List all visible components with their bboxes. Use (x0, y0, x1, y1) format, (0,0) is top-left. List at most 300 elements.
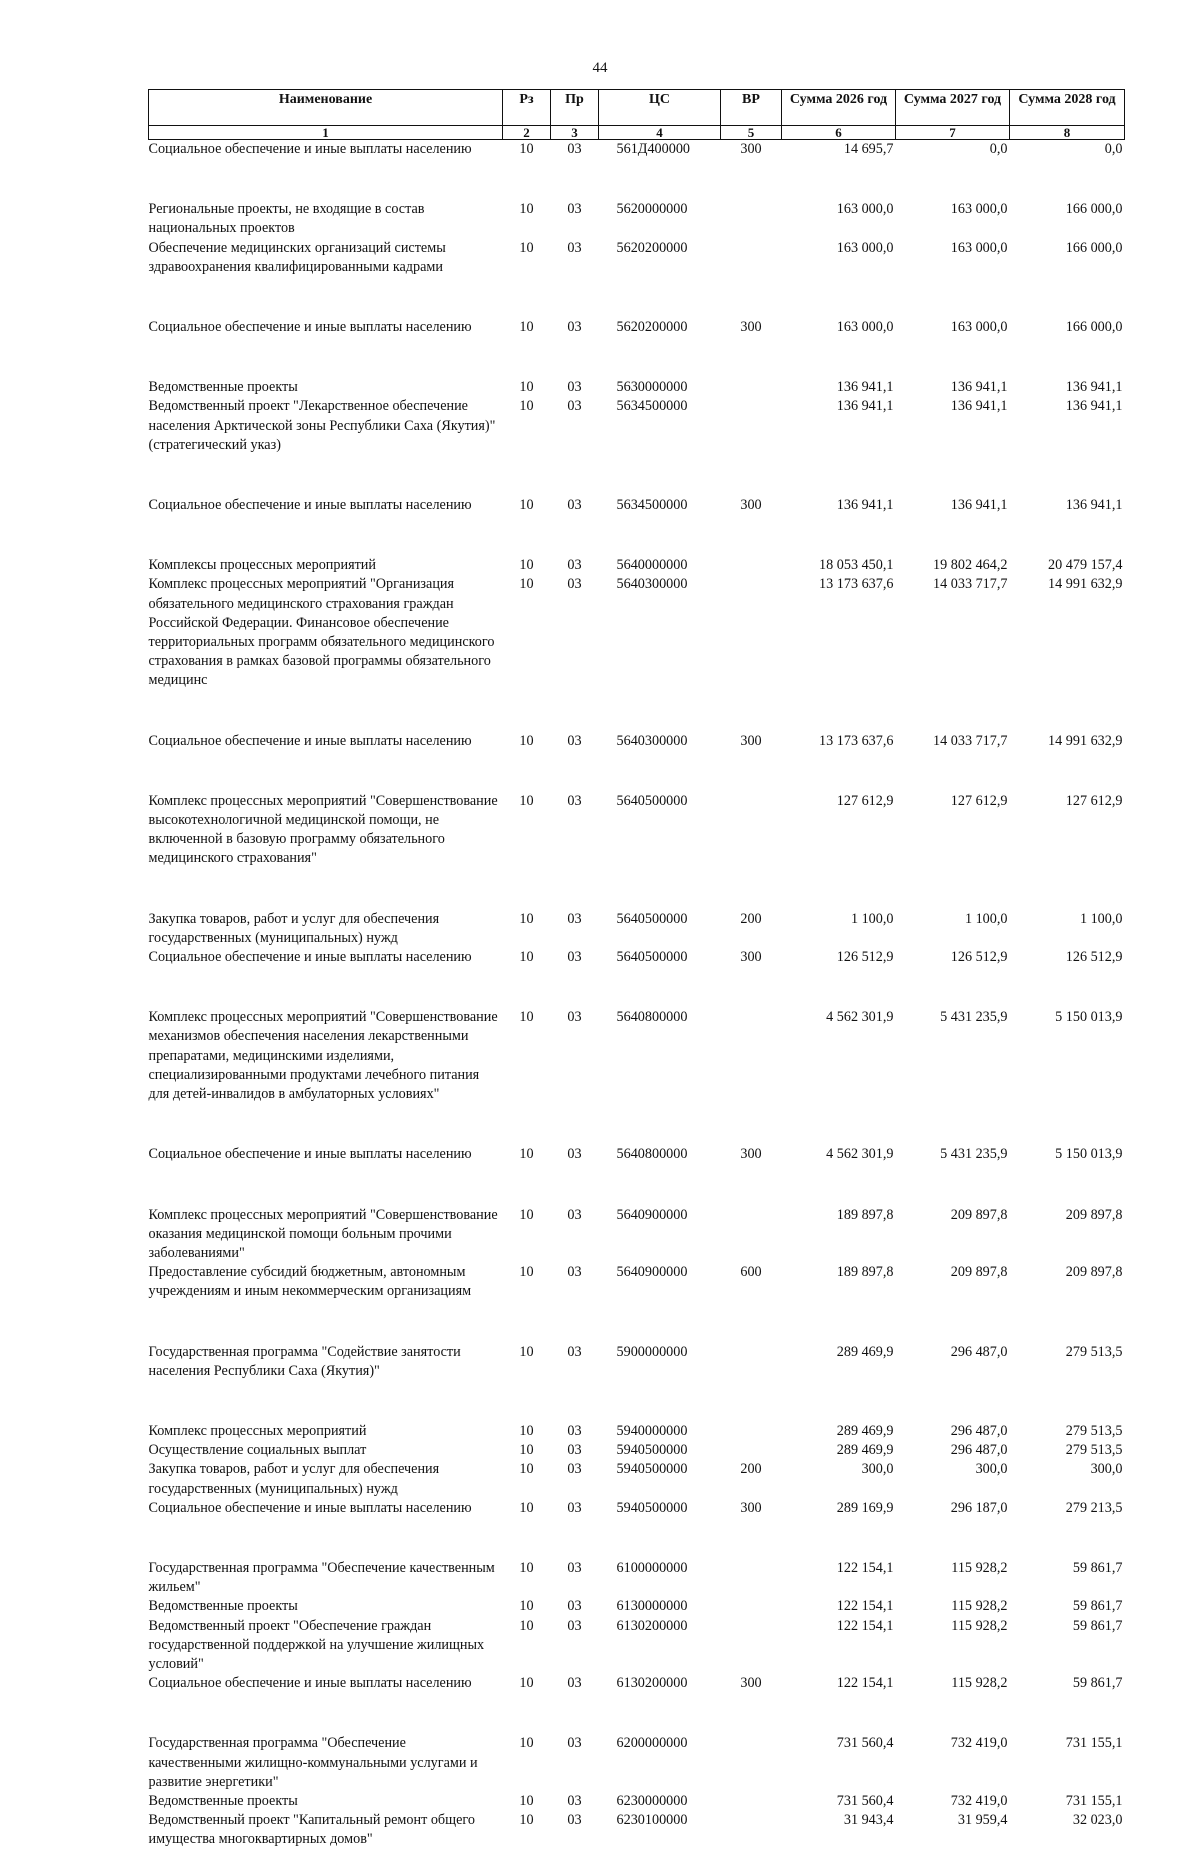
row-cs: 5940500000 (616, 1499, 688, 1516)
row-sum-2028: 0,0 (1104, 141, 1123, 157)
row-sum-2028: 59 861,7 (1072, 1598, 1123, 1615)
row-rz: 10 (519, 1559, 534, 1576)
row-rz: 10 (519, 557, 534, 574)
row-vr (721, 792, 782, 869)
row-vr (721, 1734, 782, 1792)
table-row (149, 496, 1125, 515)
table-row (149, 732, 1125, 751)
row-vr (721, 1597, 782, 1616)
header-sum-2026: Сумма 2026 год (782, 90, 896, 126)
column-number: 6 (782, 126, 896, 140)
row-cs: 6130000000 (616, 1598, 688, 1615)
spacer-cell (149, 1381, 1125, 1422)
table-row (149, 575, 1125, 690)
row-sum-2027: 115 928,2 (951, 1617, 1008, 1634)
table-row (149, 397, 1125, 455)
row-pr: 03 (567, 1422, 582, 1439)
row-sum-2028: 1 100,0 (1079, 910, 1123, 927)
row-pr: 03 (567, 1675, 582, 1692)
spacer-cell (149, 869, 1125, 910)
table-row (149, 910, 1125, 948)
row-pr: 03 (567, 1146, 582, 1163)
row-spacer (149, 1104, 1125, 1145)
spacer-cell (149, 1693, 1125, 1734)
row-sum-2027: 296 187,0 (950, 1499, 1008, 1516)
row-sum-2028: 5 150 013,9 (1055, 1146, 1123, 1163)
row-spacer (149, 691, 1125, 732)
table-row (149, 1206, 1125, 1264)
row-sum-2028: 32 023,0 (1072, 1812, 1123, 1829)
table-row (149, 1559, 1125, 1597)
row-sum-2027: 163 000,0 (950, 319, 1008, 336)
row-sum-2026: 122 154,1 (836, 1617, 894, 1634)
row-rz: 10 (519, 141, 534, 157)
spacer-cell (149, 1165, 1125, 1206)
row-rz: 10 (519, 949, 534, 966)
table-row (149, 1792, 1125, 1811)
row-vr (721, 1422, 782, 1441)
row-sum-2026: 13 173 637,6 (819, 576, 894, 593)
row-spacer (149, 277, 1125, 318)
row-sum-2028: 14 991 632,9 (1048, 576, 1123, 593)
row-sum-2027: 115 928,2 (951, 1598, 1008, 1615)
row-sum-2026: 289 469,9 (836, 1442, 894, 1459)
row-sum-2026: 14 695,7 (843, 141, 894, 157)
table-row (149, 1460, 1125, 1498)
row-cs: 5620200000 (616, 319, 688, 336)
row-name: Комплекс процессных мероприятий "Совершенствование высокотехнологичной медицинской помощи, не включенной в базовую программу обязательного медицинского страхования" (148, 792, 498, 867)
spacer-cell (149, 337, 1125, 378)
row-sum-2026: 163 000,0 (836, 319, 894, 336)
row-vr (721, 1559, 782, 1597)
row-sum-2026: 189 897,8 (836, 1264, 894, 1281)
column-number: 3 (551, 126, 599, 140)
row-rz: 10 (519, 1009, 534, 1026)
row-name: Комплекс процессных мероприятий "Совершенствование механизмов обеспечения населения лекарственными препаратами, медицинскими изделиями, специализированными продуктами лечебного питания для детей-инвалидов в амбулаторных условиях" (148, 1009, 498, 1103)
row-pr: 03 (567, 1264, 582, 1281)
row-name: Ведомственный проект "Лекарственное обеспечение населения Арктической зоны Республики Саха (Якутия)" (стратегический указ) (148, 398, 496, 453)
row-rz: 10 (519, 1617, 534, 1634)
row-sum-2026: 1 100,0 (850, 910, 894, 927)
row-sum-2028: 136 941,1 (1065, 398, 1123, 415)
row-pr: 03 (567, 1812, 582, 1829)
row-name: Социальное обеспечение и иные выплаты населению (148, 319, 472, 336)
row-sum-2028: 126 512,9 (1065, 949, 1123, 966)
header-sum-2027: Сумма 2027 год (896, 90, 1010, 126)
row-vr: 600 (740, 1264, 762, 1281)
row-name: Государственная программа "Обеспечение качественным жильем" (148, 1559, 495, 1596)
row-cs: 5640500000 (616, 792, 688, 809)
row-cs: 5640900000 (616, 1264, 688, 1281)
row-name: Предоставление субсидий бюджетным, автономным учреждениям и иным некоммерческим организациям (148, 1264, 472, 1300)
row-rz: 10 (519, 1461, 534, 1478)
row-pr: 03 (567, 201, 582, 218)
row-pr: 03 (567, 949, 582, 966)
row-sum-2026: 289 469,9 (836, 1422, 894, 1439)
row-pr: 03 (567, 1442, 582, 1459)
row-vr (721, 200, 782, 238)
row-sum-2028: 209 897,8 (1065, 1206, 1123, 1223)
row-sum-2027: 115 928,2 (951, 1559, 1008, 1576)
row-vr (721, 378, 782, 397)
row-sum-2027: 14 033 717,7 (933, 576, 1008, 593)
row-sum-2027: 5 431 235,9 (940, 1146, 1008, 1163)
row-name: Ведомственный проект "Обеспечение граждан государственной поддержкой на улучшение жилищных условий" (148, 1617, 485, 1672)
row-vr (721, 1008, 782, 1104)
row-spacer (149, 455, 1125, 496)
row-sum-2026: 136 941,1 (836, 379, 894, 396)
row-rz: 10 (519, 1735, 534, 1752)
row-sum-2026: 731 560,4 (836, 1735, 894, 1752)
row-name: Социальное обеспечение и иные выплаты населению (148, 1499, 472, 1516)
row-rz: 10 (519, 379, 534, 396)
table-body (149, 140, 1125, 1850)
row-vr (721, 1206, 782, 1264)
row-sum-2028: 279 213,5 (1065, 1499, 1123, 1516)
row-name: Осуществление социальных выплат (148, 1442, 367, 1459)
table-row (149, 1008, 1125, 1104)
row-cs: 561Д400000 (616, 141, 691, 157)
row-sum-2027: 31 959,4 (957, 1812, 1008, 1829)
row-sum-2027: 296 487,0 (950, 1343, 1008, 1360)
table-row (149, 1145, 1125, 1164)
row-cs: 5620000000 (616, 201, 688, 218)
row-pr: 03 (567, 910, 582, 927)
row-sum-2026: 13 173 637,6 (819, 732, 894, 749)
row-sum-2027: 1 100,0 (964, 910, 1008, 927)
row-cs: 5900000000 (616, 1343, 688, 1360)
row-sum-2027: 296 487,0 (950, 1422, 1008, 1439)
row-sum-2026: 126 512,9 (836, 949, 894, 966)
row-vr (721, 575, 782, 690)
row-pr: 03 (567, 1598, 582, 1615)
row-pr: 03 (567, 792, 582, 809)
row-sum-2026: 4 562 301,9 (826, 1009, 894, 1026)
row-vr: 200 (740, 910, 762, 927)
row-rz: 10 (519, 1206, 534, 1223)
column-number-row (149, 126, 1125, 140)
row-vr (721, 397, 782, 455)
row-sum-2027: 14 033 717,7 (933, 732, 1008, 749)
row-sum-2028: 279 513,5 (1065, 1442, 1123, 1459)
row-sum-2027: 126 512,9 (950, 949, 1008, 966)
row-spacer (149, 1302, 1125, 1343)
row-cs: 5620200000 (616, 239, 688, 256)
row-sum-2028: 279 513,5 (1065, 1343, 1123, 1360)
row-vr (721, 1792, 782, 1811)
row-rz: 10 (519, 201, 534, 218)
row-vr (721, 1441, 782, 1460)
row-sum-2027: 209 897,8 (950, 1206, 1008, 1223)
row-sum-2026: 122 154,1 (836, 1598, 894, 1615)
row-sum-2028: 166 000,0 (1065, 319, 1123, 336)
row-name: Социальное обеспечение и иные выплаты населению (148, 732, 472, 749)
row-sum-2027: 115 928,2 (951, 1675, 1008, 1692)
row-name: Социальное обеспечение и иные выплаты населению (148, 497, 472, 514)
row-sum-2028: 279 513,5 (1065, 1422, 1123, 1439)
page-number: 44 (592, 60, 608, 76)
row-sum-2026: 31 943,4 (843, 1812, 894, 1829)
row-rz: 10 (519, 239, 534, 256)
column-number: 2 (503, 126, 551, 140)
row-sum-2027: 19 802 464,2 (933, 557, 1008, 574)
row-cs: 5634500000 (616, 497, 688, 514)
row-sum-2028: 59 861,7 (1072, 1675, 1123, 1692)
row-rz: 10 (519, 792, 534, 809)
row-sum-2028: 166 000,0 (1065, 239, 1123, 256)
row-rz: 10 (519, 398, 534, 415)
spacer-cell (149, 277, 1125, 318)
row-sum-2026: 731 560,4 (836, 1792, 894, 1809)
column-number: 7 (896, 126, 1010, 140)
row-sum-2028: 731 155,1 (1065, 1792, 1123, 1809)
row-cs: 5640900000 (616, 1206, 688, 1223)
header-vr: ВР (721, 90, 782, 126)
row-cs: 5940500000 (616, 1442, 688, 1459)
row-sum-2028: 14 991 632,9 (1048, 732, 1123, 749)
row-sum-2026: 122 154,1 (836, 1559, 894, 1576)
table-row (149, 1499, 1125, 1518)
table-row (149, 1422, 1125, 1441)
row-spacer (149, 1381, 1125, 1422)
row-sum-2028: 59 861,7 (1072, 1559, 1123, 1576)
row-cs: 5940500000 (616, 1461, 688, 1478)
row-pr: 03 (567, 1009, 582, 1026)
row-sum-2028: 127 612,9 (1065, 792, 1123, 809)
table-row (149, 1441, 1125, 1460)
table-row (149, 1734, 1125, 1792)
row-pr: 03 (567, 1559, 582, 1576)
row-spacer (149, 515, 1125, 556)
column-number: 8 (1010, 126, 1125, 140)
row-pr: 03 (567, 497, 582, 514)
row-name: Ведомственные проекты (148, 1792, 298, 1809)
row-sum-2026: 122 154,1 (836, 1675, 894, 1692)
table-row (149, 1811, 1125, 1849)
row-vr (721, 556, 782, 575)
row-pr: 03 (567, 1499, 582, 1516)
row-name: Комплекс процессных мероприятий "Организация обязательного медицинского страхования граждан Российской Федерации. Финансовое обеспечение территориальных программ обязательного медицинского страхования в рамках базовой программы обязательного медицинс (148, 576, 495, 689)
column-number: 4 (599, 126, 721, 140)
row-sum-2026: 163 000,0 (836, 239, 894, 256)
row-sum-2027: 136 941,1 (950, 379, 1008, 396)
row-name: Социальное обеспечение и иные выплаты населению (148, 1146, 472, 1163)
spacer-cell (149, 1518, 1125, 1559)
row-sum-2028: 300,0 (1090, 1461, 1123, 1478)
header-name: Наименование (149, 90, 503, 126)
row-sum-2027: 296 487,0 (950, 1442, 1008, 1459)
row-spacer (149, 869, 1125, 910)
row-sum-2026: 189 897,8 (836, 1206, 894, 1223)
row-cs: 5640300000 (616, 576, 688, 593)
row-rz: 10 (519, 497, 534, 514)
table-row (149, 318, 1125, 337)
spacer-cell (149, 1104, 1125, 1145)
row-name: Комплекс процессных мероприятий (148, 1422, 367, 1439)
table-row (149, 1674, 1125, 1693)
row-sum-2027: 732 419,0 (950, 1792, 1008, 1809)
row-sum-2026: 18 053 450,1 (819, 557, 894, 574)
row-sum-2027: 0,0 (989, 141, 1008, 157)
row-sum-2027: 209 897,8 (950, 1264, 1008, 1281)
header-rz: Рз (503, 90, 551, 126)
row-sum-2027: 163 000,0 (950, 239, 1008, 256)
row-rz: 10 (519, 1422, 534, 1439)
row-sum-2028: 59 861,7 (1072, 1617, 1123, 1634)
header-sum-2028: Сумма 2028 год (1010, 90, 1125, 126)
table-row (149, 556, 1125, 575)
spacer-cell (149, 751, 1125, 792)
row-spacer (149, 1165, 1125, 1206)
row-pr: 03 (567, 1792, 582, 1809)
row-name: Комплекс процессных мероприятий "Совершенствование оказания медицинской помощи больным прочими заболеваниями" (148, 1206, 498, 1261)
row-name: Закупка товаров, работ и услуг для обеспечения государственных (муниципальных) нужд (148, 910, 440, 946)
row-cs: 5630000000 (616, 379, 688, 396)
row-pr: 03 (567, 576, 582, 593)
table-row (149, 1617, 1125, 1675)
row-name: Государственная программа "Обеспечение качественными жилищно-коммунальными услугами и развитие энергетики" (148, 1735, 478, 1790)
table-row (149, 1343, 1125, 1381)
row-cs: 5640000000 (616, 557, 688, 574)
table-row (149, 239, 1125, 277)
row-rz: 10 (519, 732, 534, 749)
row-cs: 5640800000 (616, 1009, 688, 1026)
row-name: Комплексы процессных мероприятий (148, 557, 376, 574)
row-sum-2026: 163 000,0 (836, 201, 894, 218)
table-row (149, 1263, 1125, 1301)
header-row (149, 90, 1125, 126)
row-sum-2026: 127 612,9 (836, 792, 894, 809)
row-name: Региональные проекты, не входящие в состав национальных проектов (148, 201, 425, 237)
spacer-cell (149, 1302, 1125, 1343)
row-sum-2027: 732 419,0 (950, 1735, 1008, 1752)
row-cs: 6200000000 (616, 1735, 688, 1752)
row-cs: 5640800000 (616, 1146, 688, 1163)
row-cs: 6230000000 (616, 1792, 688, 1809)
column-number: 1 (149, 126, 503, 140)
row-sum-2026: 289 169,9 (836, 1499, 894, 1516)
row-sum-2027: 300,0 (975, 1461, 1008, 1478)
header-pr: Пр (551, 90, 599, 126)
row-spacer (149, 1693, 1125, 1734)
row-sum-2026: 300,0 (861, 1461, 894, 1478)
row-vr: 300 (740, 141, 762, 157)
row-vr: 300 (740, 949, 762, 966)
row-vr: 300 (740, 1499, 762, 1516)
header-cs: ЦС (599, 90, 721, 126)
row-cs: 5640500000 (616, 910, 688, 927)
row-spacer (149, 337, 1125, 378)
row-cs: 5940000000 (616, 1422, 688, 1439)
row-pr: 03 (567, 1617, 582, 1634)
table-row (149, 200, 1125, 238)
row-name: Обеспечение медицинских организаций системы здравоохранения квалифицированными кадрами (148, 239, 446, 275)
row-sum-2026: 289 469,9 (836, 1343, 894, 1360)
row-cs: 5634500000 (616, 398, 688, 415)
column-number: 5 (721, 126, 782, 140)
row-name: Закупка товаров, работ и услуг для обеспечения государственных (муниципальных) нужд (148, 1461, 440, 1497)
spacer-cell (149, 159, 1125, 200)
row-pr: 03 (567, 1461, 582, 1478)
row-rz: 10 (519, 1675, 534, 1692)
table-row (149, 1597, 1125, 1616)
row-rz: 10 (519, 319, 534, 336)
row-pr: 03 (567, 1735, 582, 1752)
row-sum-2028: 731 155,1 (1065, 1735, 1123, 1752)
row-sum-2028: 209 897,8 (1065, 1264, 1123, 1281)
row-sum-2027: 127 612,9 (950, 792, 1008, 809)
row-sum-2028: 136 941,1 (1065, 379, 1123, 396)
row-sum-2028: 166 000,0 (1065, 201, 1123, 218)
row-sum-2028: 136 941,1 (1065, 497, 1123, 514)
row-vr (721, 1343, 782, 1381)
spacer-cell (149, 455, 1125, 496)
row-spacer (149, 1518, 1125, 1559)
row-name: Социальное обеспечение и иные выплаты населению (148, 949, 472, 966)
row-sum-2026: 136 941,1 (836, 497, 894, 514)
row-cs: 5640500000 (616, 949, 688, 966)
budget-table (148, 89, 1125, 1850)
spacer-cell (149, 691, 1125, 732)
row-pr: 03 (567, 557, 582, 574)
row-pr: 03 (567, 398, 582, 415)
row-pr: 03 (567, 732, 582, 749)
spacer-cell (149, 967, 1125, 1008)
row-rz: 10 (519, 576, 534, 593)
row-vr (721, 239, 782, 277)
row-vr (721, 1617, 782, 1675)
row-cs: 5640300000 (616, 732, 688, 749)
spacer-cell (149, 515, 1125, 556)
row-vr: 300 (740, 1146, 762, 1163)
row-pr: 03 (567, 239, 582, 256)
row-rz: 10 (519, 1442, 534, 1459)
row-cs: 6130200000 (616, 1617, 688, 1634)
row-rz: 10 (519, 1598, 534, 1615)
row-sum-2028: 20 479 157,4 (1048, 557, 1123, 574)
row-rz: 10 (519, 1499, 534, 1516)
row-cs: 6230100000 (616, 1812, 688, 1829)
row-sum-2028: 5 150 013,9 (1055, 1009, 1123, 1026)
row-spacer (149, 159, 1125, 200)
row-vr: 300 (740, 319, 762, 336)
row-sum-2026: 136 941,1 (836, 398, 894, 415)
table-row (149, 792, 1125, 869)
table-row (149, 378, 1125, 397)
row-name: Ведомственные проекты (148, 379, 298, 396)
row-sum-2026: 4 562 301,9 (826, 1146, 894, 1163)
row-cs: 6100000000 (616, 1559, 688, 1576)
row-pr: 03 (567, 141, 582, 157)
row-name: Ведомственный проект "Капитальный ремонт общего имущества многоквартирных домов" (148, 1812, 475, 1848)
row-spacer (149, 751, 1125, 792)
row-sum-2027: 136 941,1 (950, 497, 1008, 514)
row-sum-2027: 136 941,1 (950, 398, 1008, 415)
row-name: Государственная программа "Содействие занятости населения Республики Саха (Якутия)" (148, 1343, 461, 1379)
row-pr: 03 (567, 379, 582, 396)
row-rz: 10 (519, 1812, 534, 1829)
row-rz: 10 (519, 910, 534, 927)
row-vr: 300 (740, 1675, 762, 1692)
table-row (149, 140, 1125, 160)
row-vr: 300 (740, 732, 762, 749)
row-vr: 200 (740, 1461, 762, 1478)
row-name: Социальное обеспечение и иные выплаты населению (148, 1675, 472, 1692)
row-rz: 10 (519, 1264, 534, 1281)
row-vr (721, 1811, 782, 1849)
row-rz: 10 (519, 1792, 534, 1809)
row-sum-2027: 5 431 235,9 (940, 1009, 1008, 1026)
